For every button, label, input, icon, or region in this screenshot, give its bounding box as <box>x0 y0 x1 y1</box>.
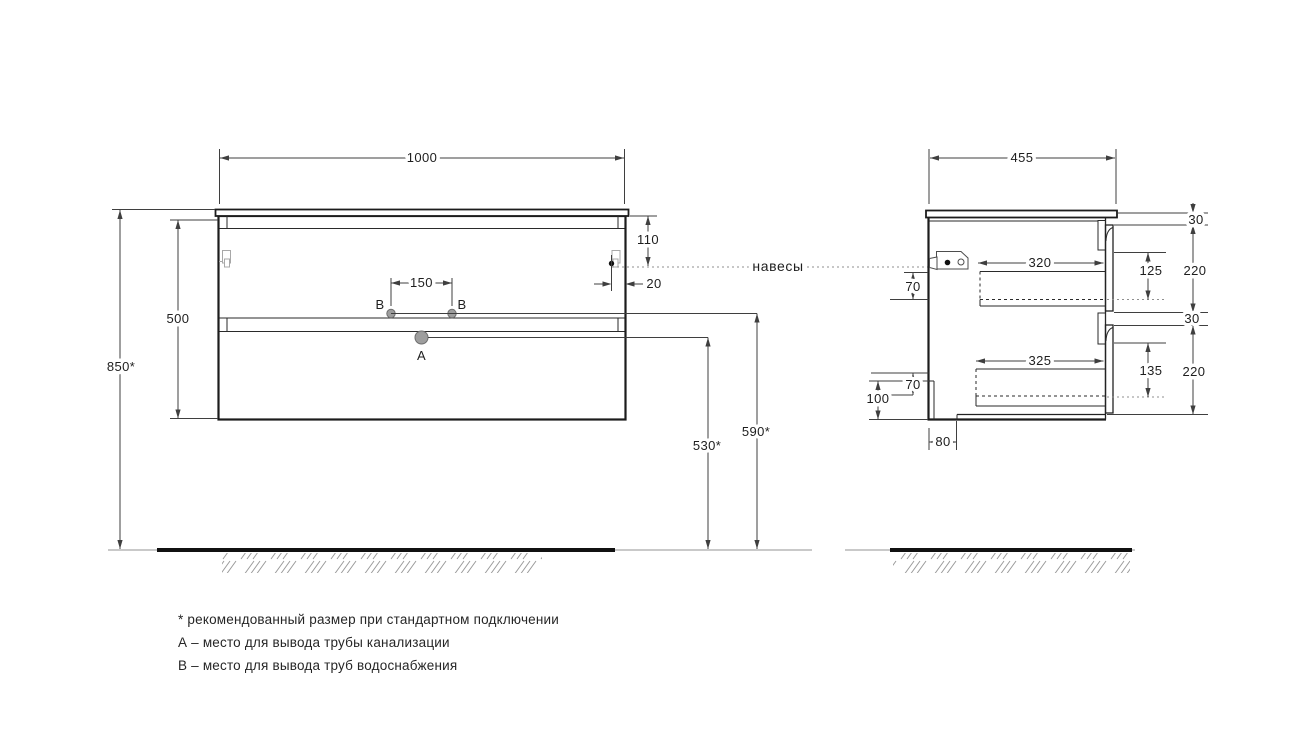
arrowhead <box>117 210 122 219</box>
legend-note-b: В – место для вывода труб водоснабжения <box>178 658 458 673</box>
side-top-rail-section <box>1098 221 1106 251</box>
dim-drawer2-front-height: 220 <box>1182 364 1206 379</box>
arrowhead <box>1095 260 1104 265</box>
arrowhead <box>930 155 939 160</box>
arrowhead <box>645 216 650 225</box>
floor-hatch-right <box>893 553 1130 573</box>
legend <box>178 612 559 673</box>
front-countertop <box>216 210 629 217</box>
arrowhead <box>705 338 710 347</box>
dim-recess-depth: 80 <box>935 434 951 449</box>
side-view <box>926 211 1117 420</box>
dim-hinge-offset-side: 20 <box>646 276 662 291</box>
dim-drawer1-depth: 320 <box>1028 255 1052 270</box>
dim-drawer2-offset: 70 <box>905 377 921 392</box>
arrowhead <box>1145 291 1150 300</box>
dim-hanger-offset: 70 <box>905 279 921 294</box>
arrowhead <box>175 410 180 419</box>
arrowhead <box>117 540 122 549</box>
arrowhead <box>220 155 229 160</box>
arrowhead <box>754 314 759 323</box>
arrowhead <box>1145 388 1150 397</box>
dim-mid-gap: 30 <box>1184 311 1200 326</box>
legend-note-a: А – место для вывода трубы канализации <box>178 635 450 650</box>
bracket-left-tab <box>225 259 230 267</box>
hanger-plate-hole <box>958 259 964 265</box>
dim-front-mount-height: 850* <box>106 359 136 374</box>
dim-water-outlet-height: 590* <box>741 424 771 439</box>
dim-top-gap: 30 <box>1188 212 1204 227</box>
side-hanger-plate <box>930 252 969 270</box>
arrowhead <box>1145 253 1150 262</box>
arrowhead <box>976 358 985 363</box>
dim-side-depth: 455 <box>1010 150 1034 165</box>
side-countertop <box>926 211 1117 218</box>
floor-hatch-left <box>222 553 542 573</box>
side-dimensions <box>866 149 1208 450</box>
arrowhead <box>615 155 624 160</box>
dim-holes-spacing: 150 <box>410 275 433 290</box>
arrowhead <box>754 540 759 549</box>
arrowhead <box>1190 326 1195 335</box>
dim-drain-outlet-height: 530* <box>692 438 722 453</box>
side-drawer1-box <box>980 272 1106 307</box>
label-hole-b-right: В <box>457 297 467 312</box>
label-hole-a: А <box>416 348 427 363</box>
dim-drawer1-inner-height: 125 <box>1139 263 1163 278</box>
arrowhead <box>1190 406 1195 415</box>
dim-front-width: 1000 <box>406 150 438 165</box>
arrowhead <box>875 381 880 390</box>
dim-drawer2-depth: 325 <box>1028 353 1052 368</box>
dim-drawer2-inner-height: 135 <box>1139 363 1163 378</box>
dim-front-height: 500 <box>166 311 190 326</box>
side-drawer1-handle-notch <box>1106 228 1113 242</box>
side-drawer2-box <box>976 369 1106 406</box>
arrowhead <box>1095 358 1104 363</box>
hanger-point-side <box>945 260 951 266</box>
hanger-hook <box>930 257 938 270</box>
arrowhead <box>645 257 650 266</box>
arrowhead <box>875 411 880 420</box>
arrowhead <box>1145 343 1150 352</box>
hole-a <box>415 331 428 344</box>
arrowhead <box>705 540 710 549</box>
dim-hinge-offset-top: 110 <box>637 232 659 247</box>
arrowhead <box>175 220 180 229</box>
dim-recess-height: 100 <box>866 391 890 406</box>
front-view <box>216 210 758 420</box>
dim-drawer1-front-height: 220 <box>1183 263 1207 278</box>
arrowhead <box>978 260 987 265</box>
label-hole-b-left: В <box>375 297 385 312</box>
side-mid-rail-section <box>1098 313 1106 344</box>
arrowhead <box>626 281 635 286</box>
label-hangers-callout: навесы <box>752 258 804 274</box>
legend-note-standard: * рекомендованный размер при стандартном подключении <box>178 612 560 627</box>
side-drawer2-handle-notch <box>1106 328 1113 342</box>
floor-ground <box>108 550 1135 573</box>
arrowhead <box>1106 155 1115 160</box>
